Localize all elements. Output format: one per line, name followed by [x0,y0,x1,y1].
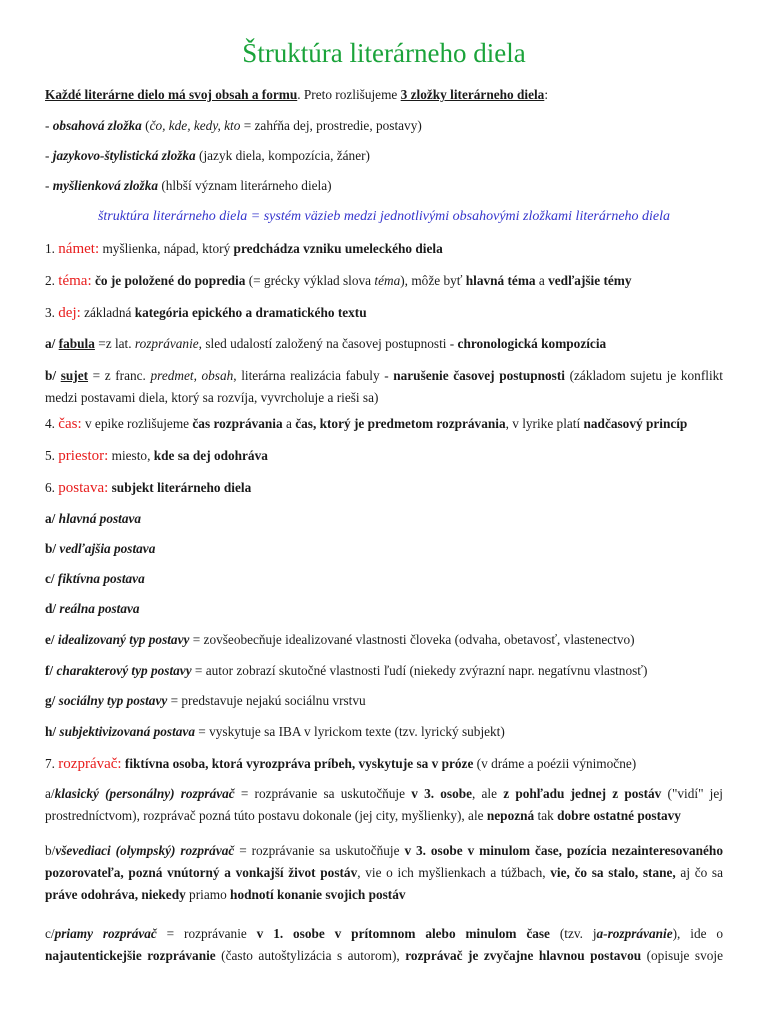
item-tema: 2. téma: čo je položené do popredia (= grécky výklad slova téma), môže byť hlavná téma a vedľajšie témy [45,273,632,289]
postava-type: g/ sociálny typ postavy = predstavuje nejakú sociálnu vrstvu [45,693,366,708]
postava-type: h/ subjektivizovaná postava = vyskytuje sa IBA v lyrickom texte (tzv. lyrický subjekt) [45,724,505,739]
postava-type: a/ hlavná postava [45,511,142,526]
component-obsahova: - obsahová zložka (čo, kde, kedy, kto = zahŕňa dej, prostredie, postavy) [45,118,422,133]
postava-type: c/ fiktívna postava [45,571,145,586]
item-namet: 1. námet: myšlienka, nápad, ktorý predchádza vzniku umeleckého diela [45,241,443,257]
postava-type: f/ charakterový typ postavy = autor zobrazí skutočné vlastnosti ľudí (niekedy zvýrazní napr. negatívnu vlastnosť) [45,663,648,678]
intro-line: Každé literárne dielo má svoj obsah a formu. Preto rozlišujeme 3 zložky literárneho diela: [45,87,549,102]
item-cas: 4. čas: v epike rozlišujeme čas rozprávania a čas, ktorý je predmetom rozprávania, v lyrike platí nadčasový princíp [45,416,688,432]
postava-type: b/ vedľajšia postava [45,541,156,556]
item-fabula: a/ fabula =z lat. rozprávanie, sled udalostí založený na časovej postupnosti - chronologická kompozícia [45,336,607,351]
rozpravac-vseved: b/vševediaci (olympský) rozprávač = rozprávanie sa uskutočňuje v 3. osobe v minulom čase, pozícia nezainteresovaného pozorovateľa, pozná vnútorný a vonkajší život postáv, vie o ich myšlienkach a túžbach, vie, čo sa stalo, stane, aj čo sa práve odohráva, niekedy priamo hodnotí konanie svojich postáv [45,843,724,902]
item-priestor: 5. priestor: miesto, kde sa dej odohráva [45,448,268,464]
component-myslienkova: - myšlienková zložka (hlbší význam literárneho diela) [45,178,332,193]
intro-underlined: Každé literárne dielo má svoj obsah a formu [45,87,298,102]
rozpravac-klasicky: a/klasický (personálny) rozprávač = rozprávanie sa uskutočňuje v 3. osobe, ale z pohľadu jednej z postáv ("vidí" jej prostredníctvom), rozprávač pozná túto postavu dokonale (jej city, myšlienky), ale nepozná tak dobre ostatné postavy [45,786,723,823]
postava-type: d/ reálna postava [45,601,140,616]
item-rozpravac: 7. rozprávač: fiktívna osoba, ktorá vyrozpráva príbeh, vyskytuje sa v próze (v dráme a poézii výnimočne) [45,756,637,772]
item-dej: 3. dej: základná kategória epického a dramatického textu [45,305,367,321]
postava-type: e/ idealizovaný typ postavy = zovšeobecňuje idealizované vlastnosti človeka (odvaha, obetavosť, vlastenectvo) [45,632,635,647]
definition-line: štruktúra literárneho diela = systém väzieb medzi jednotlivými obsahovými zložkami literárneho diela [97,209,671,224]
item-postava: 6. postava: subjekt literárneho diela [45,480,252,496]
component-jazykova: - jazykovo-štylistická zložka (jazyk diela, kompozícia, žáner) [45,148,370,163]
page-title: Štruktúra literárneho diela [242,38,526,68]
rozpravac-priamy: c/priamy rozprávač = rozprávanie v 1. osobe v prítomnom alebo minulom čase (tzv. ja-rozprávanie), ide o najautentickejšie rozprávanie (často autoštylizácia s autorom), rozprávač je zvyčajne hlavnou postavou (opisuje svoje [45,926,724,963]
item-sujet: b/ sujet = z franc. predmet, obsah, literárna realizácia fabuly - narušenie časovej postupnosti (základom sujetu je konflikt medzi postavami diela, ktorý sa rozvíja, vyvrcholuje a rieši sa) [45,368,723,405]
